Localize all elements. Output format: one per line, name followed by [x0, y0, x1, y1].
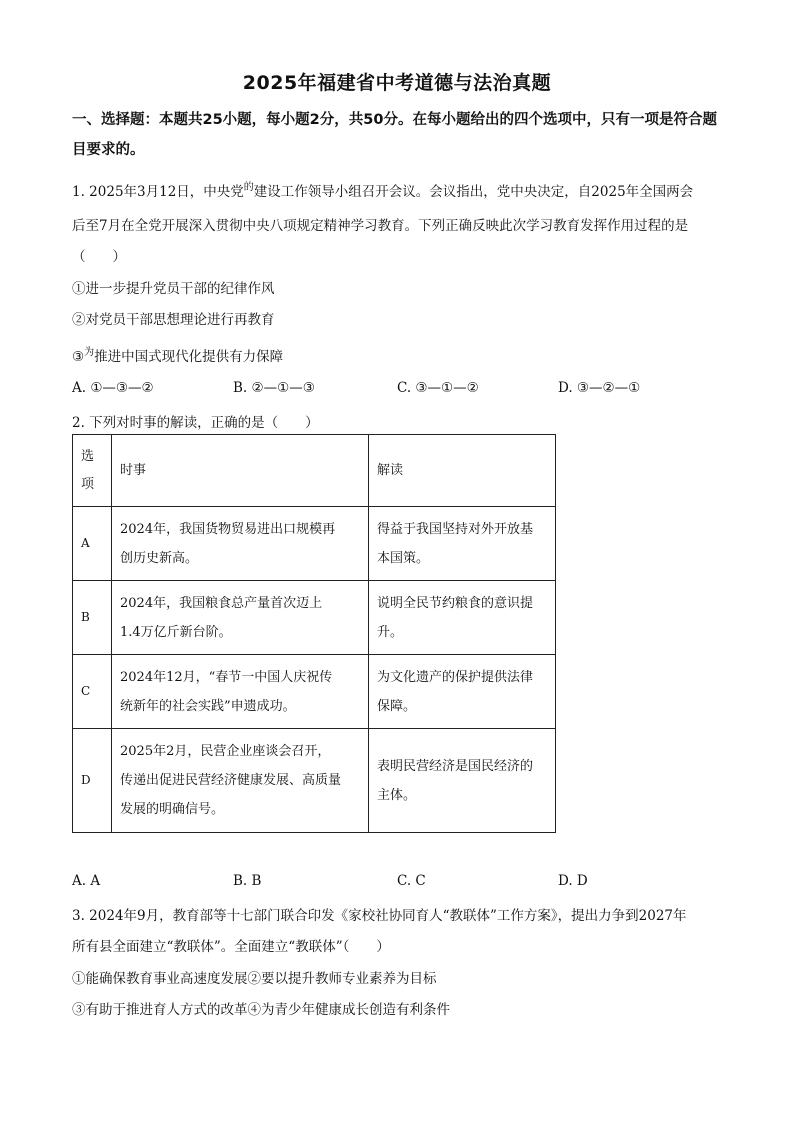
- row-event: 2024年12月，“春节一中国人庆祝传 统新年的社会实践”申遗成功。: [112, 655, 369, 729]
- q2-option-d: D. D: [558, 873, 588, 889]
- q1-stem-text-a: 1. 2025年3月12日，中央党: [72, 184, 244, 200]
- row-event: 2025年2月，民营企业座谈会召开， 传递出促进民营经济健康发展、高质量 发展的明确信号。: [112, 729, 369, 833]
- q1-stem-superscript: 的: [243, 182, 254, 193]
- q1-option-c: C. ③—①—②: [397, 380, 479, 396]
- row-event: 2024年，我国粮食总产量首次迈上 1.4万亿斤新台阶。: [112, 581, 369, 655]
- header-interpretation: 解读: [369, 435, 556, 507]
- row-interpretation: 表明民营经济是国民经济的 主体。: [369, 729, 556, 833]
- q1-stem-line2: 后至7月在全党开展深入贯彻中央八项规定精神学习教育。下列正确反映此次学习教育发挥作用过程的是: [72, 218, 689, 234]
- table-header-row: [73, 435, 556, 507]
- q2-option-a: A. A: [72, 873, 101, 889]
- q1-item-3: ③$^为$推进中国式现代化提供有力保障: [72, 347, 284, 365]
- table-row: [73, 507, 556, 581]
- q1-item-3-superscript: 为: [84, 347, 95, 358]
- row-interpretation: 得益于我国坚持对外开放基 本国策。: [369, 507, 556, 581]
- row-interpretation: 为文化遗产的保护提供法律 保障。: [369, 655, 556, 729]
- q1-option-a: A. ①—③—②: [72, 380, 154, 396]
- row-option: A: [73, 507, 112, 581]
- header-event: 时事: [112, 435, 369, 507]
- row-option: D: [73, 729, 112, 833]
- row-option: B: [73, 581, 112, 655]
- q3-stem-line2: 所有县全面建立“教联体”。全面建立“教联体”（ ）: [72, 939, 390, 955]
- q1-item-1: ①进一步提升党员干部的纪律作风: [72, 281, 275, 297]
- table-row: [73, 655, 556, 729]
- q1-item-2: ②对党员干部思想理论进行再教育: [72, 312, 275, 328]
- q2-table: [72, 434, 556, 833]
- q2-option-b: B. B: [233, 873, 262, 889]
- row-interpretation: 说明全民节约粮食的意识提 升。: [369, 581, 556, 655]
- row-option: C: [73, 655, 112, 729]
- table-row: [73, 581, 556, 655]
- q1-answer-blank: （ ）: [72, 249, 126, 265]
- table-row: [73, 729, 556, 833]
- header-option: 选项: [73, 435, 112, 507]
- row-event: 2024年，我国货物贸易进出口规模再 创历史新高。: [112, 507, 369, 581]
- q1-stem-text-b: 建设工作领导小组召开会议。会议指出，党中央决定，自2025年全国两会: [253, 184, 694, 200]
- q2-option-c: C. C: [397, 873, 426, 889]
- q1-stem-line1: [72, 180, 693, 200]
- section-heading: 一、选择题：本题共25小题，每小题2分，共50分。在每小题给出的四个选项中，只有一项是符合题目要求的。: [72, 112, 717, 158]
- q2-stem: 2. 下列对时事的解读，正确的是（ ）: [72, 415, 319, 431]
- q3-items-line1: ①能确保教育事业高速度发展②要以提升教师专业素养为目标: [72, 971, 437, 987]
- q1-option-d: D. ③—②—①: [558, 380, 641, 396]
- q1-option-b: B. ②—①—③: [233, 380, 315, 396]
- page-title: 2025年福建省中考道德与法治真题: [242, 72, 552, 94]
- q3-stem-line1: 3. 2024年9月，教育部等十七部门联合印发《家校社协同育人“教联体”工作方案》，提出力争到2027年: [72, 908, 687, 924]
- q3-items-line2: ③有助于推进育人方式的改革④为青少年健康成长创造有利条件: [72, 1002, 450, 1018]
